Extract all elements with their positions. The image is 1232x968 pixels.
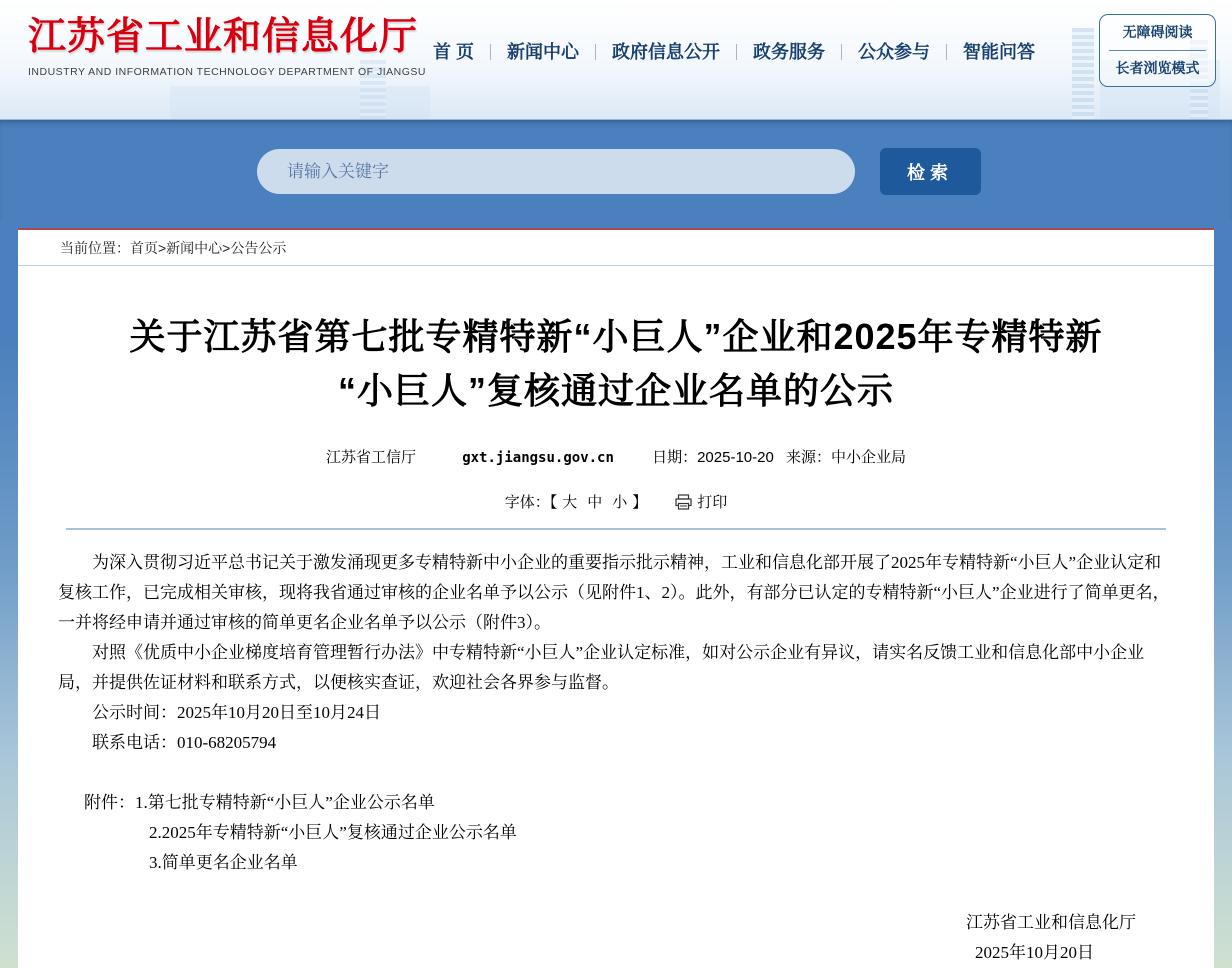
article-body [58,548,1174,968]
nav-divider [595,44,596,60]
font-size-large-button[interactable]: 大 [562,494,578,511]
meta-divider [66,528,1166,530]
nav-item-gov-info[interactable]: 政府信息公开 [612,42,721,62]
nav-divider [736,44,737,60]
nav-divider [841,44,842,60]
accessibility-divider [1109,50,1206,51]
search-band [0,120,1232,222]
spacer [58,758,1174,788]
breadcrumb [18,230,1214,266]
font-size-small-button[interactable]: 小 [612,494,628,511]
spacer [58,878,1174,908]
meta-source: 来源：中小企业局 [785,449,906,466]
attachment-row [58,848,1174,878]
attachment-link-3[interactable]: 3.简单更名企业名单 [149,853,298,872]
publish-time: 公示时间：2025年10月20日至10月24日 [92,703,381,722]
accessibility-box [1099,14,1216,87]
print-icon [675,494,692,510]
site-logo [28,14,426,78]
font-size-row [58,491,1174,512]
print-label: 打印 [697,494,728,511]
page-title-line2: “小巨人”复核通过企业名单的公示 [337,370,894,411]
font-size-label: 字体： [504,494,550,511]
skyline-decoration [170,86,430,120]
bracket-open: 【 [549,494,558,511]
attachments-label: 附件： [84,793,135,812]
nav-divider [946,44,947,60]
nav-item-home[interactable]: 首 页 [433,42,475,62]
meta-website: gxt.jiangsu.gov.cn [462,450,614,466]
meta-department: 江苏省工信厅 [326,449,417,466]
barrier-free-reading-button[interactable]: 无障碍阅读 [1122,24,1193,40]
site-logo-title: 江苏省工业和信息化厅 [28,16,419,58]
attachment-row [58,818,1174,848]
nav-item-participation[interactable]: 公众参与 [858,42,931,62]
attachment-link-2[interactable]: 2.2025年专精特新“小巨人”复核通过企业公示名单 [149,823,517,842]
nav-divider [490,44,491,60]
print-button[interactable] [675,494,727,511]
breadcrumb-label: 当前位置： [60,240,130,256]
font-size-medium-button[interactable]: 中 [587,494,603,511]
meta-date: 日期：2025-10-20 [652,449,774,466]
main-nav [433,37,1035,67]
skyline-decoration [1072,28,1094,120]
breadcrumb-path[interactable]: 首页>新闻中心>公告公示 [130,240,287,256]
nav-item-news[interactable]: 新闻中心 [507,42,580,62]
contact-phone: 联系电话：010-68205794 [92,733,277,752]
attachment-row [58,788,1174,818]
bracket-close: 】 [632,494,648,511]
paragraph: 为深入贯彻习近平总书记关于激发涌现更多专精特新中小企业的重要指示批示精神，工业和信息化部开展了2025年专精特新“小巨人”企业认定和复核工作，已完成相关审核，现将我省通过审核的企业名单予以公示（见附件1、2）。此外，有部分已认定的专精特新“小巨人”企业进行了简单更名，一并将经申请并通过审核的简单更名企业名单予以公示（附件3）。 [58,553,1170,632]
signature-name: 江苏省工业和信息化厅 [966,913,1136,932]
nav-item-services[interactable]: 政务服务 [753,42,826,62]
site-logo-subtitle: INDUSTRY AND INFORMATION TECHNOLOGY DEPARTMENT OF JIANGSU [28,66,426,78]
content-panel [18,228,1214,968]
article [18,310,1214,968]
page-title-line1: 关于江苏省第七批专精特新“小巨人”企业和2025年专精特新 [129,316,1103,357]
search-input[interactable] [257,149,855,194]
nav-item-smart-qa[interactable]: 智能问答 [963,42,1036,62]
search-button[interactable]: 检索 [880,148,981,195]
site-header [0,0,1232,120]
paragraph: 对照《优质中小企业梯度培育管理暂行办法》中专精特新“小巨人”企业认定标准，如对公示企业有异议，请实名反馈工业和信息化部中小企业局，并提供佐证材料和联系方式，以便核实查证，欢迎社会各界参与监督。 [58,643,1145,692]
attachment-link-1[interactable]: 1.第七批专精特新“小巨人”企业公示名单 [135,793,435,812]
article-meta [58,446,1174,467]
signature-date: 2025年10月20日 [975,943,1094,962]
page-title [78,310,1154,418]
elder-mode-button[interactable]: 长者浏览模式 [1115,60,1200,76]
